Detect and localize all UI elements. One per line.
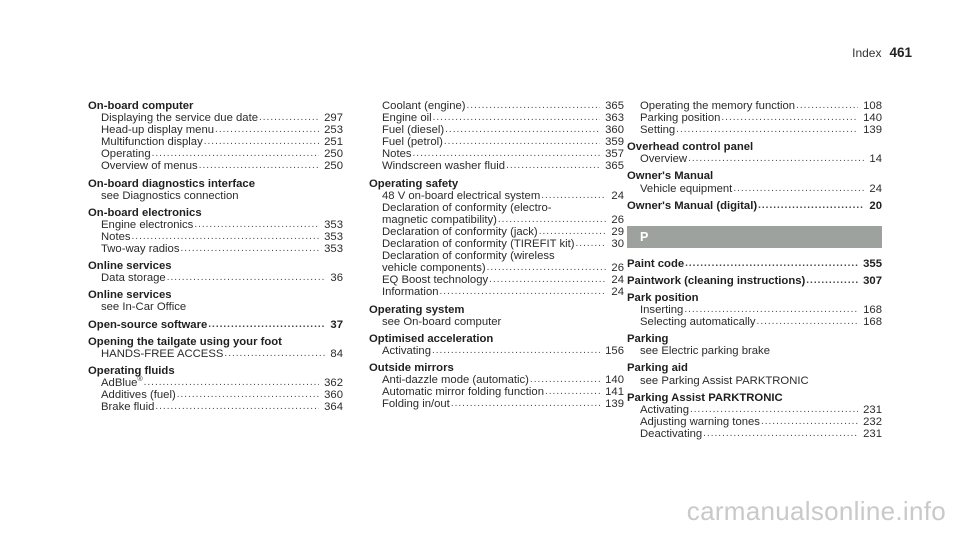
page-reference[interactable]: 297: [324, 112, 343, 125]
entry-text: Paintwork (cleaning instructions): [627, 274, 806, 287]
dot-leader: [433, 112, 601, 124]
index-subentry: see Diagnostics connection: [101, 189, 239, 202]
entry-text: Two-way radios: [101, 243, 180, 256]
entry-text: EQ Boost technology: [382, 274, 489, 287]
entry-text: Notes: [382, 148, 412, 161]
entry-text: Coolant (engine): [382, 100, 466, 112]
index-heading[interactable]: [88, 319, 343, 331]
index-heading[interactable]: [627, 200, 882, 212]
index-subentry[interactable]: [369, 345, 624, 357]
page-reference[interactable]: 24: [611, 286, 624, 299]
entry-text: Activating: [382, 344, 431, 357]
dot-leader: [204, 136, 319, 148]
entry-text: Paint code: [627, 257, 685, 270]
dot-leader: [215, 124, 319, 136]
index-heading: Park position: [627, 291, 699, 304]
dot-leader: [467, 100, 601, 112]
index-heading: Online services: [88, 289, 172, 302]
entry-text: Fuel (petrol): [382, 136, 443, 149]
page-reference[interactable]: 231: [863, 403, 882, 416]
dot-leader: [733, 183, 864, 195]
entry-text: Brake fluid: [101, 401, 155, 414]
entry-text: Automatic mirror folding function: [382, 386, 544, 399]
entry-text: Notes: [101, 230, 131, 243]
dot-leader: [489, 274, 606, 286]
index-heading: Parking aid: [627, 362, 688, 375]
index-subentry[interactable]: [369, 226, 624, 238]
page-reference[interactable]: 168: [863, 316, 882, 329]
page-reference[interactable]: 26: [611, 262, 624, 275]
index-column-1: [88, 100, 343, 413]
page-reference[interactable]: 141: [605, 386, 624, 399]
page-reference[interactable]: 250: [324, 160, 343, 173]
entry-text: Parking position: [640, 112, 721, 125]
page-reference[interactable]: 360: [324, 388, 343, 401]
dot-leader: [761, 416, 858, 428]
dot-leader: [208, 319, 325, 331]
page-reference[interactable]: 353: [324, 230, 343, 243]
index-subentry: Declaration of conformity (electro-: [382, 201, 552, 214]
entry-text: Owner's Manual (digital): [627, 199, 758, 212]
page-reference[interactable]: 364: [324, 401, 343, 414]
page-reference[interactable]: 24: [869, 182, 882, 195]
dot-leader: [684, 304, 858, 316]
index-subentry[interactable]: [369, 160, 624, 172]
section-header: P: [627, 226, 882, 248]
entry-text: Anti-dazzle mode (automatic): [382, 373, 529, 386]
index-heading: Operating fluids: [88, 364, 175, 377]
index-subentry[interactable]: [369, 190, 624, 202]
index-subentry[interactable]: [627, 124, 882, 136]
index-heading: Owner's Manual: [627, 170, 714, 183]
page-reference[interactable]: 20: [869, 199, 882, 212]
index-subentry[interactable]: [88, 124, 343, 136]
entry-text: Multifunction display: [101, 136, 203, 149]
entry-text: Activating: [640, 403, 689, 416]
index-heading: On-board computer: [88, 100, 194, 112]
page-reference[interactable]: 307: [863, 274, 882, 287]
dot-leader: [444, 136, 600, 148]
index-heading: Operating safety: [369, 177, 459, 190]
index-heading: Overhead control panel: [627, 141, 754, 154]
page-reference[interactable]: 250: [324, 148, 343, 161]
page-reference[interactable]: 14: [869, 153, 882, 166]
dot-leader: [199, 160, 319, 172]
dot-leader: [432, 345, 600, 357]
index-subentry[interactable]: [369, 238, 624, 250]
dot-leader: [530, 374, 600, 386]
index-subentry[interactable]: [88, 272, 343, 284]
page-reference[interactable]: 251: [324, 136, 343, 149]
index-heading[interactable]: [627, 275, 882, 287]
index-subentry[interactable]: [88, 401, 343, 413]
page-reference[interactable]: 357: [605, 148, 624, 161]
index-subentry: see On-board computer: [382, 315, 502, 328]
index-column-3: [627, 100, 882, 440]
entry-text: HANDS-FREE ACCESS: [101, 347, 224, 360]
entry-text: Deactivating: [640, 427, 703, 440]
dot-leader: [167, 272, 326, 284]
dot-leader: [259, 112, 319, 124]
entry-text: Declaration of conformity (jack): [382, 225, 538, 238]
index-heading: Parking: [627, 333, 669, 346]
page-reference[interactable]: 36: [330, 272, 343, 285]
page-reference[interactable]: 24: [611, 189, 624, 202]
watermark: carmanualsonline.info: [686, 496, 946, 526]
page-reference[interactable]: 30: [611, 238, 624, 251]
index-subentry[interactable]: [369, 112, 624, 124]
index-heading[interactable]: [627, 258, 882, 270]
index-subentry[interactable]: [88, 136, 343, 148]
entry-text: vehicle components): [382, 262, 486, 275]
dot-leader: [445, 124, 600, 136]
index-heading: Opening the tailgate using your foot: [88, 335, 282, 348]
dot-leader: [180, 243, 319, 255]
dot-leader: [721, 112, 858, 124]
index-subentry[interactable]: [88, 219, 343, 231]
entry-text: Selecting automatically: [640, 316, 756, 329]
index-heading: Outside mirrors: [369, 361, 454, 374]
entry-text: Overview of menus: [101, 160, 198, 173]
page-reference[interactable]: 140: [863, 112, 882, 125]
entry-text: Head-up display menu: [101, 124, 215, 137]
entry-text: Operating: [101, 148, 151, 161]
page-reference[interactable]: 353: [324, 218, 343, 231]
entry-text: Information: [382, 286, 439, 299]
index-subentry[interactable]: [627, 416, 882, 428]
dot-leader: [688, 153, 864, 165]
index-subentry[interactable]: [88, 389, 343, 401]
index-subentry[interactable]: [627, 404, 882, 416]
entry-text: Data storage: [101, 272, 166, 285]
page-reference[interactable]: 29: [611, 225, 624, 238]
index-subentry[interactable]: [627, 112, 882, 124]
index-subentry[interactable]: [88, 377, 343, 389]
dot-leader: [545, 386, 600, 398]
index-subentry[interactable]: [369, 386, 624, 398]
entry-text: Fuel (diesel): [382, 124, 445, 137]
dot-leader: [758, 200, 864, 212]
index-subentry[interactable]: [369, 374, 624, 386]
index-subentry[interactable]: [627, 153, 882, 165]
page-reference[interactable]: 355: [863, 257, 882, 270]
index-subentry[interactable]: [88, 243, 343, 255]
entry-text: magnetic compatibility): [382, 213, 497, 226]
dot-leader: [132, 231, 320, 243]
dot-leader: [487, 262, 607, 274]
index-subentry[interactable]: [627, 304, 882, 316]
index-heading: On-board electronics: [88, 206, 202, 219]
index-subentry[interactable]: [369, 398, 624, 410]
entry-text: Displaying the service due date: [101, 112, 258, 125]
dot-leader: [152, 148, 320, 160]
dot-leader: [177, 389, 319, 401]
dot-leader: [796, 100, 858, 112]
page-header: [852, 45, 912, 65]
page-reference[interactable]: 253: [324, 124, 343, 137]
entry-text: Vehicle equipment: [640, 182, 733, 195]
index-heading: Online services: [88, 260, 172, 273]
entry-text: Adjusting warning tones: [640, 415, 760, 428]
index-subentry[interactable]: [369, 262, 624, 274]
index-subentry[interactable]: [627, 183, 882, 195]
entry-text: 48 V on-board electrical system: [382, 189, 541, 202]
page-reference[interactable]: 139: [863, 124, 882, 137]
entry-text: Overview: [640, 153, 688, 166]
entry-text: Folding in/out: [382, 398, 450, 411]
index-subentry: see Electric parking brake: [640, 345, 770, 358]
index-subentry[interactable]: [88, 231, 343, 243]
index-subentry[interactable]: [627, 316, 882, 328]
index-subentry[interactable]: [627, 100, 882, 112]
entry-text: Engine electronics: [101, 218, 194, 231]
dot-leader: [690, 404, 858, 416]
dot-leader: [676, 124, 858, 136]
index-subentry[interactable]: [627, 428, 882, 440]
dot-leader: [413, 148, 601, 160]
index-subentry[interactable]: [88, 348, 343, 360]
index-subentry[interactable]: [369, 148, 624, 160]
page-reference[interactable]: 37: [330, 318, 343, 331]
index-subentry: see In-Car Office: [101, 301, 187, 314]
page-reference[interactable]: 353: [324, 243, 343, 256]
index-label: Index: [852, 46, 882, 60]
index-subentry[interactable]: [369, 274, 624, 286]
dot-leader: [685, 258, 858, 270]
dot-leader: [451, 398, 600, 410]
dot-leader: [541, 190, 606, 202]
index-subentry[interactable]: [369, 100, 624, 112]
entry-text: Windscreen washer fluid: [382, 160, 506, 173]
entry-text: AdBlue®: [101, 376, 143, 389]
index-heading: Operating system: [369, 303, 465, 316]
dot-leader: [806, 275, 858, 287]
index-column-2: [369, 100, 624, 410]
page-reference[interactable]: 108: [863, 100, 882, 112]
page-reference[interactable]: 26: [611, 213, 624, 226]
page-reference[interactable]: 359: [605, 136, 624, 149]
page-reference[interactable]: 231: [863, 427, 882, 440]
page-reference[interactable]: 84: [330, 347, 343, 360]
dot-leader: [194, 219, 319, 231]
entry-text: Inserting: [640, 304, 684, 317]
entry-text: Additives (fuel): [101, 388, 176, 401]
page-reference[interactable]: 232: [863, 415, 882, 428]
dot-leader: [440, 286, 607, 298]
dot-leader: [144, 377, 320, 389]
registered-mark: ®: [137, 376, 143, 384]
dot-leader: [703, 428, 858, 440]
dot-leader: [576, 238, 607, 250]
dot-leader: [539, 226, 607, 238]
page-reference[interactable]: 362: [324, 376, 343, 389]
entry-text: Open-source software: [88, 318, 208, 331]
index-subentry: see Parking Assist PARKTRONIC: [640, 374, 809, 387]
dot-leader: [506, 160, 600, 172]
entry-text: Declaration of conformity (TIREFIT kit): [382, 238, 575, 251]
page-number: 461: [889, 45, 912, 60]
entry-text: Setting: [640, 124, 676, 137]
index-heading: Parking Assist PARKTRONIC: [627, 391, 783, 404]
index-subentry[interactable]: [88, 160, 343, 172]
index-subentry[interactable]: [88, 112, 343, 124]
page-reference[interactable]: 360: [605, 124, 624, 137]
dot-leader: [757, 316, 859, 328]
index-subentry[interactable]: [369, 124, 624, 136]
index-subentry: Declaration of conformity (wireless: [382, 250, 555, 263]
dot-leader: [498, 214, 607, 226]
page-reference[interactable]: 156: [605, 344, 624, 357]
index-subentry[interactable]: [88, 148, 343, 160]
index-heading: On-board diagnostics interface: [88, 177, 255, 190]
index-subentry[interactable]: [369, 214, 624, 226]
page-reference[interactable]: 363: [605, 112, 624, 125]
dot-leader: [224, 348, 325, 360]
page-reference[interactable]: 140: [605, 373, 624, 386]
page-reference[interactable]: 365: [605, 160, 624, 173]
page-reference[interactable]: 168: [863, 304, 882, 317]
dot-leader: [155, 401, 319, 413]
index-subentry[interactable]: [369, 286, 624, 298]
page-reference[interactable]: 365: [605, 100, 624, 112]
page-reference[interactable]: 139: [605, 398, 624, 411]
index-heading: Optimised acceleration: [369, 332, 494, 345]
page-reference[interactable]: 24: [611, 274, 624, 287]
index-subentry[interactable]: [369, 136, 624, 148]
entry-text: Operating the memory function: [640, 100, 796, 112]
entry-text: Engine oil: [382, 112, 432, 125]
